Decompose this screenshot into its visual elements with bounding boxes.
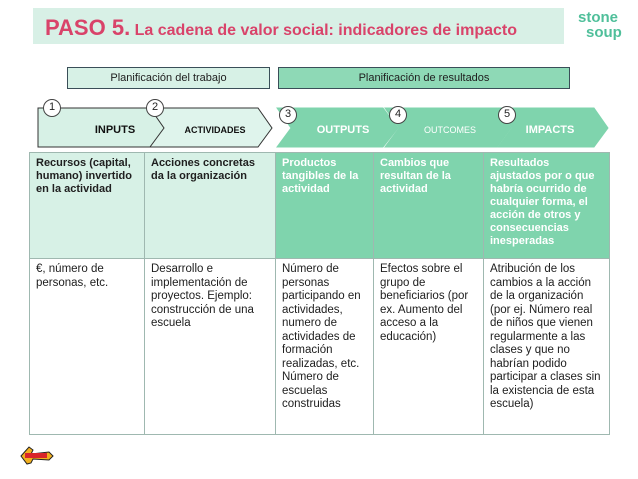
step-number-3: 3: [279, 106, 297, 124]
cell-inputs-example: €, número de personas, etc.: [30, 259, 145, 435]
title-subtitle: La cadena de valor social: indicadores de impacto: [134, 22, 517, 39]
cell-inputs-definition: Recursos (capital, humano) invertido en la actividad: [30, 153, 145, 259]
table-row-definitions: [30, 153, 610, 259]
step-label-impacts: IMPACTS: [525, 124, 575, 136]
cell-activities-definition: Acciones concretas da la organización: [145, 153, 276, 259]
impact-indicators-table: [29, 152, 610, 435]
table-row-examples: [30, 259, 610, 435]
title-step: PASO 5.: [45, 15, 131, 40]
cell-outputs-definition: Productos tangibles de la actividad: [276, 153, 374, 259]
hand-pointer-icon[interactable]: [19, 444, 59, 466]
cell-outcomes-example: Efectos sobre el grupo de beneficiarios (por ex. Aumento del acceso a la educación): [374, 259, 484, 435]
cell-outputs-example: Número de personas participando en actividades, numero de actividades de formación realizadas, etc. Número de escuelas construidas: [276, 259, 374, 435]
step-number-4: 4: [389, 106, 407, 124]
step-label-outcomes: OUTCOMES: [423, 125, 476, 135]
cell-outcomes-definition: Cambios que resultan de la actividad: [374, 153, 484, 259]
step-number-1: 1: [43, 99, 61, 117]
step-label-inputs: INPUTS: [94, 124, 136, 136]
step-label-outputs: OUTPUTS: [316, 124, 370, 136]
planning-work-box: Planificación del trabajo: [67, 67, 270, 89]
step-number-2: 2: [146, 99, 164, 117]
logo-line-1: stone: [578, 9, 619, 26]
cell-impacts-example: Atribución de los cambios a la acción de la organización (por ej. Número real de niños que vienen regularmente a las clases y que no habrían podido participar a clases sin la existencia de esta escuela): [484, 259, 610, 435]
planning-results-box: Planificación de resultados: [278, 67, 570, 89]
cell-impacts-definition: Resultados ajustados por o que habría ocurrido de cualquier forma, el acción de otros y consecuencias inesperadas: [484, 153, 610, 259]
step-number-5: 5: [498, 106, 516, 124]
step-label-activities: ACTIVIDADES: [184, 125, 246, 135]
cell-activities-example: Desarrollo e implementación de proyectos. Ejemplo: construcción de una escuela: [145, 259, 276, 435]
logo-line-2: soup: [586, 24, 622, 41]
